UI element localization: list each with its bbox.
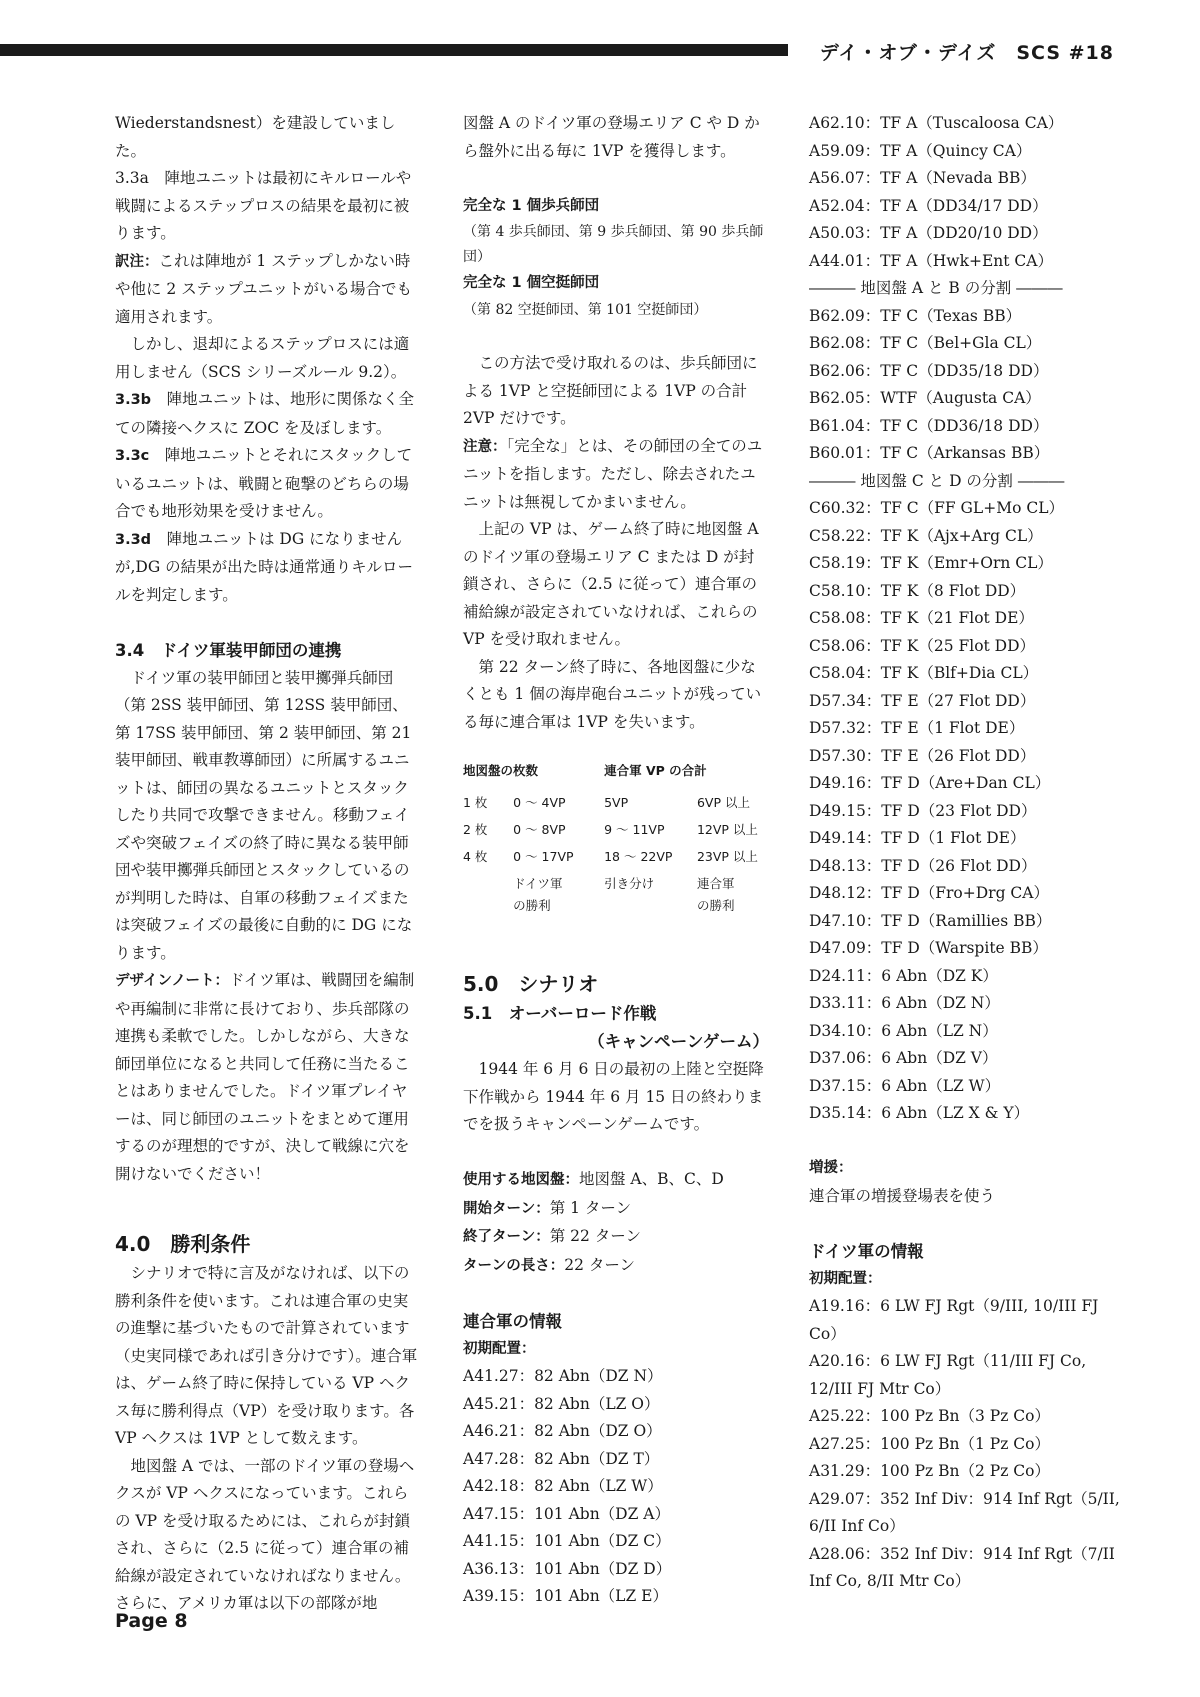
- rule-label: 3.3c: [115, 448, 150, 464]
- list-item: A45.21：82 Abn（LZ O）: [463, 1394, 660, 1413]
- running-header: デイ・オブ・デイズ SCS #18: [819, 42, 1114, 64]
- paragraph: この方法で受け取れるのは、歩兵師団による 1VP と空挺師団による 1VP の合計 2VP だけです。: [463, 354, 758, 427]
- victory-table-header-maps: 地図盤の枚数: [463, 763, 539, 778]
- list-item: D49.14：TF D（1 Flot DE）: [809, 829, 1026, 847]
- rule-text: 陣地ユニットは、地形に関係なく全ての隣接ヘクスに ZOC を及ぼします。: [115, 390, 414, 437]
- list-item: A31.29：100 Pz Bn（2 Pz Co）: [809, 1462, 1050, 1480]
- rule-label: 3.3b: [115, 392, 152, 408]
- airborne-division-list: （第 82 空挺師団、第 101 空挺師団）: [463, 301, 708, 318]
- rule-text: 陣地ユニットとそれにスタックしているユニットは、戦闘と砲撃のどちらの場合でも地形効果を受けません。: [115, 446, 413, 520]
- allied-info-heading: 連合軍の情報: [463, 1311, 562, 1331]
- result-german: ドイツ軍 の勝利: [513, 876, 563, 913]
- list-item: A46.21：82 Abn（DZ O）: [463, 1422, 662, 1440]
- list-item: ――― 地図盤 A と B の分割 ―――: [809, 279, 1063, 297]
- german-setup-list: [809, 1293, 1129, 1596]
- list-item: A27.25：100 Pz Bn（1 Pz Co）: [809, 1434, 1050, 1453]
- table-cell: 18 ～ 22VP: [604, 849, 673, 864]
- paragraph: シナリオで特に言及がなければ、以下の勝利条件を使います。これは連合軍の史実の進撃に基づいたもので計算されています（史実同様であれば引き分けです）。連合軍は、ゲーム終了時に保持している VP ヘクス毎に勝利得点（VP）を受け取ります。各 VP ヘクスは 1VP として数えます。: [115, 1264, 418, 1447]
- caution-label: 注意：: [463, 438, 507, 455]
- paragraph: 上記の VP は、ゲーム終了時に地図盤 A のドイツ軍の登場エリア C または D が封鎖され、さらに（2.5 に従って）連合軍の補給線が設定されていなければ、これらの VP を受け取れません。: [463, 520, 759, 648]
- rule-3-3a: 3.3a 陣地ユニットは最初にキルロールや戦闘によるステップロスの結果を最初に被ります。: [115, 169, 412, 242]
- paragraph: 図盤 A のドイツ軍の登場エリア C や D から盤外に出る毎に 1VP を獲得します。: [463, 114, 760, 160]
- german-info-heading: ドイツ軍の情報: [809, 1241, 924, 1261]
- column-2: [463, 110, 769, 1611]
- end-turn: 終了ターン：第 22 ターン: [463, 1227, 641, 1245]
- paragraph: 地図盤 A では、一部のドイツ軍の登場ヘクスが VP ヘクスになっています。これらの VP を受け取るためには、これらが封鎖され、さらに（2.5 に従って）連合軍の補給線が設定されていなければなりません。さらに、アメリカ軍は以下の部隊が地: [115, 1456, 415, 1612]
- table-cell: 4 枚: [463, 849, 488, 864]
- design-note-text: ドイツ軍は、戦闘団を編制や再編制に非常に長けており、歩兵部隊の連携も柔軟でした。しかしながら、大きな師団単位になると共同して任務に当たることはありませんでした。ドイツ軍プレイヤーは、同じ師団のユニットをまとめて運用するのが理想的ですが、決して戦線に穴を開けないでください！: [115, 971, 415, 1183]
- section-heading-4-0: 4.0 勝利条件: [115, 1232, 251, 1256]
- list-item: D57.34：TF E（27 Flot DD）: [809, 691, 1036, 710]
- design-note-label: デザインノート：: [115, 973, 229, 989]
- list-item: A29.07：352 Inf Div：914 Inf Rgt（5/II, 6/II Inf Co）: [809, 1489, 1120, 1535]
- list-item: B61.04：TF C（DD36/18 DD）: [809, 416, 1049, 435]
- list-item: A41.15：101 Abn（DZ C）: [463, 1532, 671, 1550]
- list-item: D48.12：TF D（Fro+Drg CA）: [809, 884, 1049, 902]
- rule-label: 3.3d: [115, 531, 152, 548]
- infantry-division-label: 完全な 1 個歩兵師団: [463, 197, 600, 214]
- table-cell: 1 枚: [463, 795, 488, 810]
- list-item: B62.08：TF C（Bel+Gla CL）: [809, 334, 1042, 352]
- table-row: [463, 844, 769, 871]
- reinforcements-label: 増援：: [809, 1160, 853, 1176]
- allied-setup-list-continued: [809, 110, 1129, 1128]
- list-item: A28.06：352 Inf Div：914 Inf Rgt（7/II Inf Co, 8/II Mtr Co）: [809, 1544, 1115, 1590]
- note-label: 訳注：: [115, 253, 159, 270]
- paragraph: Wiederstandsnest）を建設していました。: [115, 114, 396, 160]
- table-cell: 6VP 以上: [696, 795, 750, 810]
- list-item: D35.14：6 Abn（LZ X & Y）: [809, 1104, 1030, 1122]
- rule-3-3b: [115, 386, 421, 442]
- list-item: B60.01：TF C（Arkansas BB）: [809, 444, 1050, 462]
- list-item: D57.32：TF E（1 Flot DE）: [809, 719, 1025, 737]
- table-cell: 23VP 以上: [696, 849, 758, 864]
- reinforcements-text: 連合軍の増援登場表を使う: [809, 1186, 996, 1205]
- list-item: A25.22：100 Pz Bn（3 Pz Co）: [809, 1407, 1050, 1425]
- table-cell: 2 枚: [463, 822, 488, 837]
- result-draw: 引き分け: [604, 876, 655, 891]
- list-item: C58.22：TF K（Ajx+Arg CL）: [809, 526, 1043, 545]
- list-item: A47.28：82 Abn（DZ T）: [463, 1449, 660, 1468]
- list-item: A52.04：TF A（DD34/17 DD）: [809, 196, 1048, 215]
- list-item: A44.01：TF A（Hwk+Ent CA）: [809, 251, 1053, 270]
- paragraph: しかし、退却によるステップロスには適用しません（SCS シリーズルール 9.2）。: [115, 335, 410, 381]
- list-item: D37.15：6 Abn（LZ W）: [809, 1076, 1001, 1095]
- list-item: D24.11：6 Abn（DZ K）: [809, 966, 998, 985]
- translator-note: [115, 248, 421, 332]
- list-item: D47.10：TF D（Ramillies BB）: [809, 911, 1052, 930]
- table-row: [463, 790, 769, 817]
- list-item: B62.05：WTF（Augusta CA）: [809, 389, 1041, 407]
- infantry-division-list: （第 4 歩兵師団、第 9 歩兵師団、第 90 歩兵師団）: [463, 224, 764, 265]
- caution-text: 「完全な」とは、その師団の全てのユニットを指します。ただし、除去されたユニットは無視してかまいません。: [463, 436, 763, 511]
- german-setup-label: 初期配置：: [809, 1270, 882, 1287]
- start-turn: 開始ターン：第 1 ターン: [463, 1198, 632, 1217]
- list-item: B62.06：TF C（DD35/18 DD）: [809, 361, 1049, 380]
- column-3: [809, 110, 1129, 1596]
- list-item: A59.09：TF A（Quincy CA）: [809, 141, 1032, 160]
- list-item: C60.32：TF C（FF GL+Mo CL）: [809, 499, 1064, 517]
- list-item: D57.30：TF E（26 Flot DD）: [809, 746, 1036, 765]
- list-item: A41.27：82 Abn（DZ N）: [463, 1367, 663, 1385]
- list-item: B62.09：TF C（Texas BB）: [809, 306, 1022, 325]
- table-cell: 0 ～ 17VP: [513, 849, 574, 864]
- list-item: A20.16：6 LW FJ Rgt（11/III FJ Co, 12/III FJ Mtr Co）: [809, 1352, 1087, 1398]
- section-heading-5-1: 5.1 オーバーロード作戦: [463, 1004, 657, 1023]
- list-item: A42.18：82 Abn（LZ W）: [463, 1477, 663, 1495]
- table-cell: 9 ～ 11VP: [604, 822, 665, 837]
- caution-note: [463, 433, 769, 517]
- note-text: これは陣地が 1 ステップしかない時や他に 2 ステップユニットがいる場合でも適用されます。: [115, 251, 413, 326]
- table-row: [463, 871, 769, 920]
- result-allied: 連合軍 の勝利: [696, 876, 735, 913]
- list-item: A39.15：101 Abn（LZ E）: [463, 1587, 668, 1605]
- list-item: D47.09：TF D（Warspite BB）: [809, 939, 1048, 957]
- list-item: C58.19：TF K（Emr+Orn CL）: [809, 554, 1053, 572]
- header-bar: [0, 44, 788, 56]
- list-item: C58.04：TF K（Blf+Dia CL）: [809, 664, 1039, 682]
- section-heading-5-1-sub: （キャンペーンゲーム）: [588, 1032, 769, 1051]
- list-item: C58.10：TF K（8 Flot DD）: [809, 581, 1026, 600]
- list-item: ――― 地図盤 C と D の分割 ―――: [809, 471, 1065, 490]
- rule-3-3c: [115, 442, 421, 526]
- section-heading-5-0: 5.0 シナリオ: [463, 972, 599, 996]
- maps-used: 使用する地図盤：地図盤 A、B、C、D: [463, 1170, 724, 1188]
- list-item: D49.15：TF D（23 Flot DD）: [809, 801, 1037, 820]
- list-item: D49.16：TF D（Are+Dan CL）: [809, 774, 1051, 792]
- list-item: D33.11：6 Abn（DZ N）: [809, 994, 1000, 1012]
- airborne-division-label: 完全な 1 個空挺師団: [463, 275, 600, 291]
- list-item: A19.16：6 LW FJ Rgt（9/III, 10/III FJ Co）: [809, 1297, 1099, 1343]
- paragraph: ドイツ軍の装甲師団と装甲擲弾兵師団（第 2SS 装甲師団、第 12SS 装甲師団、第 17SS 装甲師団、第 2 装甲師団、第 21 装甲師団、戦車教導師団）に所属するユニットは、師団の異なるユニットとスタックしたり共同で攻撃できません。移動フェイズや突破フェイズの終了時に異なる装甲師団や装甲擲弾兵師団とスタックしているのが判明した時は、自軍の移動フェイズまたは突破フェイズの最後に自動的に DG になります。: [115, 668, 413, 962]
- table-cell: 0 ～ 4VP: [513, 795, 566, 810]
- victory-table: [463, 760, 769, 920]
- list-item: C58.06：TF K（25 Flot DD）: [809, 636, 1036, 655]
- list-item: A62.10：TF A（Tuscaloosa CA）: [809, 114, 1064, 132]
- table-cell: 12VP 以上: [696, 822, 758, 837]
- section-heading-3-4: 3.4 ドイツ軍装甲師団の連携: [115, 640, 342, 660]
- list-item: A36.13：101 Abn（DZ D）: [463, 1559, 672, 1578]
- rule-3-3d: [115, 526, 421, 610]
- list-item: A56.07：TF A（Nevada BB）: [809, 169, 1036, 187]
- paragraph: 第 22 ターン終了時に、各地図盤に少なくとも 1 個の海岸砲台ユニットが残っている毎に連合軍は 1VP を失います。: [463, 657, 762, 731]
- list-item: C58.08：TF K（21 Flot DE）: [809, 609, 1034, 627]
- paragraph: 1944 年 6 月 6 日の最初の上陸と空挺降下作戦から 1944 年 6 月 15 日の終わりまでを扱うキャンペーンゲームです。: [463, 1060, 764, 1133]
- victory-table-header-vp: 連合軍 VP の合計: [604, 763, 707, 778]
- page-number: Page 8: [115, 1610, 188, 1632]
- rule-text: 陣地ユニットは DG になりませんが,DG の結果が出た時は通常通りキルロールを判定します。: [115, 529, 414, 604]
- list-item: D37.06：6 Abn（DZ V）: [809, 1049, 998, 1067]
- column-1: [115, 110, 421, 1618]
- table-cell: 0 ～ 8VP: [513, 822, 566, 837]
- allied-setup-label: 初期配置：: [463, 1340, 536, 1357]
- list-item: D48.13：TF D（26 Flot DD）: [809, 856, 1037, 875]
- list-item: A50.03：TF A（DD20/10 DD）: [809, 224, 1048, 242]
- table-row: [463, 817, 769, 844]
- game-length: ターンの長さ：22 ターン: [463, 1255, 636, 1274]
- list-item: D34.10：6 Abn（LZ N）: [809, 1021, 998, 1040]
- list-item: A47.15：101 Abn（DZ A）: [463, 1504, 670, 1523]
- table-cell: 5VP: [604, 795, 629, 810]
- design-note: [115, 967, 421, 1188]
